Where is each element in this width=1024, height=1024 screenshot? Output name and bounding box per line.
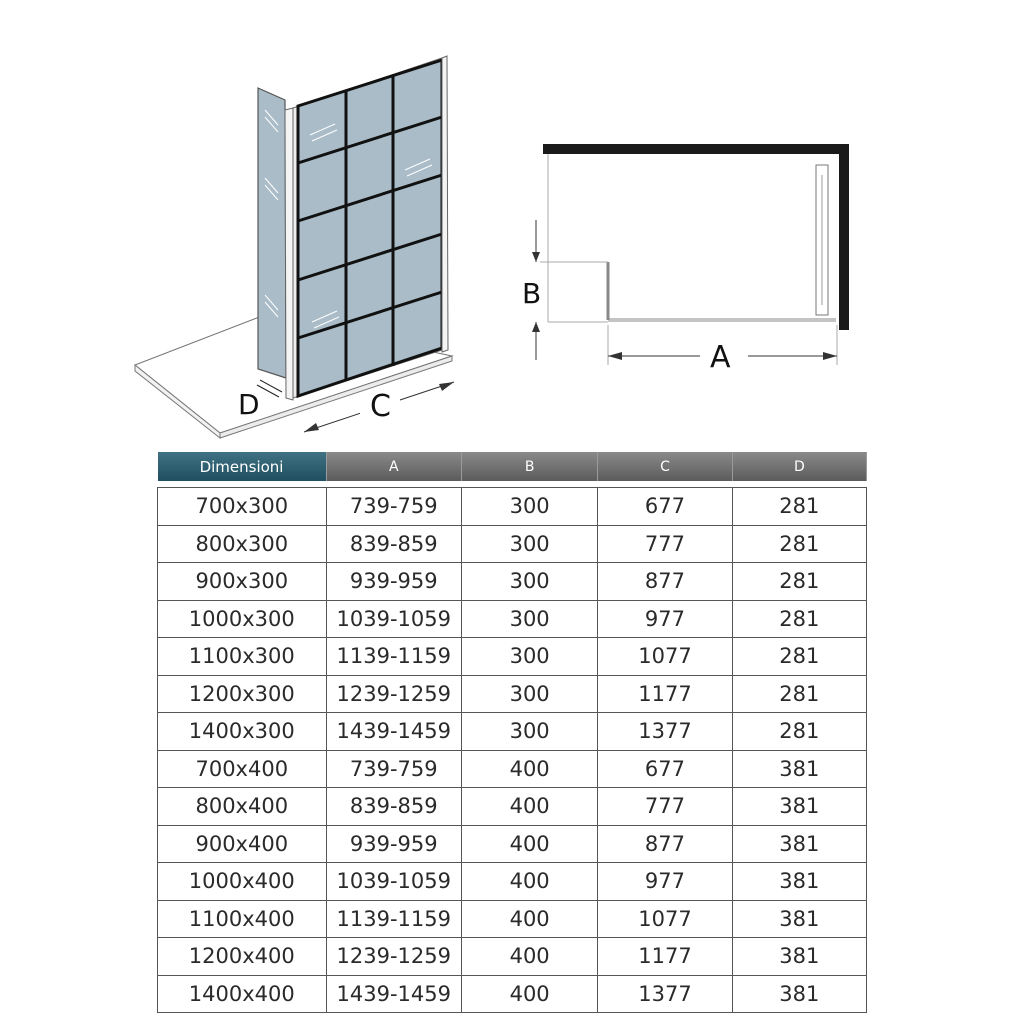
table-cell: 1139-1159 [326, 900, 461, 938]
table-cell: 700x300 [158, 488, 327, 526]
table-cell: 1200x300 [158, 675, 327, 713]
table-header-row [158, 452, 867, 481]
table-cell: 300 [461, 713, 597, 751]
table-cell: 400 [461, 825, 597, 863]
table-cell: 300 [461, 525, 597, 563]
table-cell: 777 [598, 525, 732, 563]
table-cell: 400 [461, 863, 597, 901]
table-cell: 400 [461, 788, 597, 826]
table-cell: 281 [732, 600, 866, 638]
table-cell: 1200x400 [158, 938, 327, 976]
table-cell: 381 [732, 900, 866, 938]
table-cell: 1177 [598, 675, 732, 713]
main-grid-panel [293, 58, 442, 398]
table-cell: 1439-1459 [326, 975, 461, 1013]
header-a: A [326, 452, 461, 481]
table-cell: 900x400 [158, 825, 327, 863]
table-cell: 1377 [598, 713, 732, 751]
table-cell: 677 [598, 750, 732, 788]
table-cell: 800x300 [158, 525, 327, 563]
table-cell: 1239-1259 [326, 675, 461, 713]
table-row [158, 788, 867, 826]
table-cell: 281 [732, 563, 866, 601]
dimension-a [608, 340, 837, 375]
label-b: B [522, 277, 542, 310]
table-cell: 839-859 [326, 788, 461, 826]
table-cell: 300 [461, 675, 597, 713]
table-row [158, 825, 867, 863]
label-a: A [710, 340, 731, 375]
table-cell: 400 [461, 975, 597, 1013]
table-cell: 281 [732, 488, 866, 526]
table-row [158, 563, 867, 601]
table-cell: 977 [598, 600, 732, 638]
table-cell: 300 [461, 563, 597, 601]
dimension-b [522, 220, 541, 360]
table-cell: 939-959 [326, 825, 461, 863]
table-cell: 739-759 [326, 750, 461, 788]
table-row [158, 675, 867, 713]
table-row [158, 863, 867, 901]
table-cell: 939-959 [326, 563, 461, 601]
table-row [158, 638, 867, 676]
table-cell: 1077 [598, 900, 732, 938]
table-cell: 1439-1459 [326, 713, 461, 751]
table-row [158, 713, 867, 751]
table-cell: 1100x400 [158, 900, 327, 938]
table-cell: 877 [598, 563, 732, 601]
table-cell: 1139-1159 [326, 638, 461, 676]
table-cell: 281 [732, 713, 866, 751]
label-d: D [238, 388, 260, 421]
table-cell: 1000x400 [158, 863, 327, 901]
table-cell: 1239-1259 [326, 938, 461, 976]
table-row [158, 938, 867, 976]
wall-profile [285, 108, 293, 400]
table-cell: 400 [461, 750, 597, 788]
header-dimensioni: Dimensioni [158, 452, 327, 481]
header-c: C [598, 452, 732, 481]
table-cell: 300 [461, 638, 597, 676]
table-cell: 281 [732, 638, 866, 676]
table-cell: 400 [461, 900, 597, 938]
isometric-shower-diagram [120, 40, 480, 440]
plan-view-diagram [500, 120, 860, 380]
table-cell: 900x300 [158, 563, 327, 601]
table-cell: 1100x300 [158, 638, 327, 676]
side-wall [839, 144, 849, 330]
table-row [158, 525, 867, 563]
table-cell: 1400x400 [158, 975, 327, 1013]
table-cell: 381 [732, 975, 866, 1013]
header-d: D [732, 452, 866, 481]
table-cell: 1039-1059 [326, 600, 461, 638]
table-row [158, 900, 867, 938]
table-cell: 300 [461, 600, 597, 638]
table-cell: 400 [461, 938, 597, 976]
table-cell: 1377 [598, 975, 732, 1013]
table-cell: 1077 [598, 638, 732, 676]
table-cell: 1000x300 [158, 600, 327, 638]
table-cell: 281 [732, 675, 866, 713]
table-cell: 381 [732, 938, 866, 976]
table-cell: 1177 [598, 938, 732, 976]
table-cell: 1400x300 [158, 713, 327, 751]
table-cell: 281 [732, 525, 866, 563]
table-cell: 977 [598, 863, 732, 901]
back-wall [543, 144, 849, 154]
table-cell: 677 [598, 488, 732, 526]
table-cell: 1039-1059 [326, 863, 461, 901]
header-b: B [461, 452, 597, 481]
table-cell: 381 [732, 750, 866, 788]
dimensions-table [157, 452, 867, 1013]
table-cell: 877 [598, 825, 732, 863]
table-cell: 800x400 [158, 788, 327, 826]
table-cell: 777 [598, 788, 732, 826]
table-row [158, 600, 867, 638]
table-row [158, 750, 867, 788]
table-row [158, 488, 867, 526]
table-cell: 839-859 [326, 525, 461, 563]
table-cell: 381 [732, 825, 866, 863]
table-cell: 381 [732, 863, 866, 901]
table-cell: 300 [461, 488, 597, 526]
table-cell: 381 [732, 788, 866, 826]
table-cell: 739-759 [326, 488, 461, 526]
table-cell: 700x400 [158, 750, 327, 788]
side-panel [258, 88, 286, 378]
label-c: C [370, 389, 391, 424]
table-row [158, 975, 867, 1013]
